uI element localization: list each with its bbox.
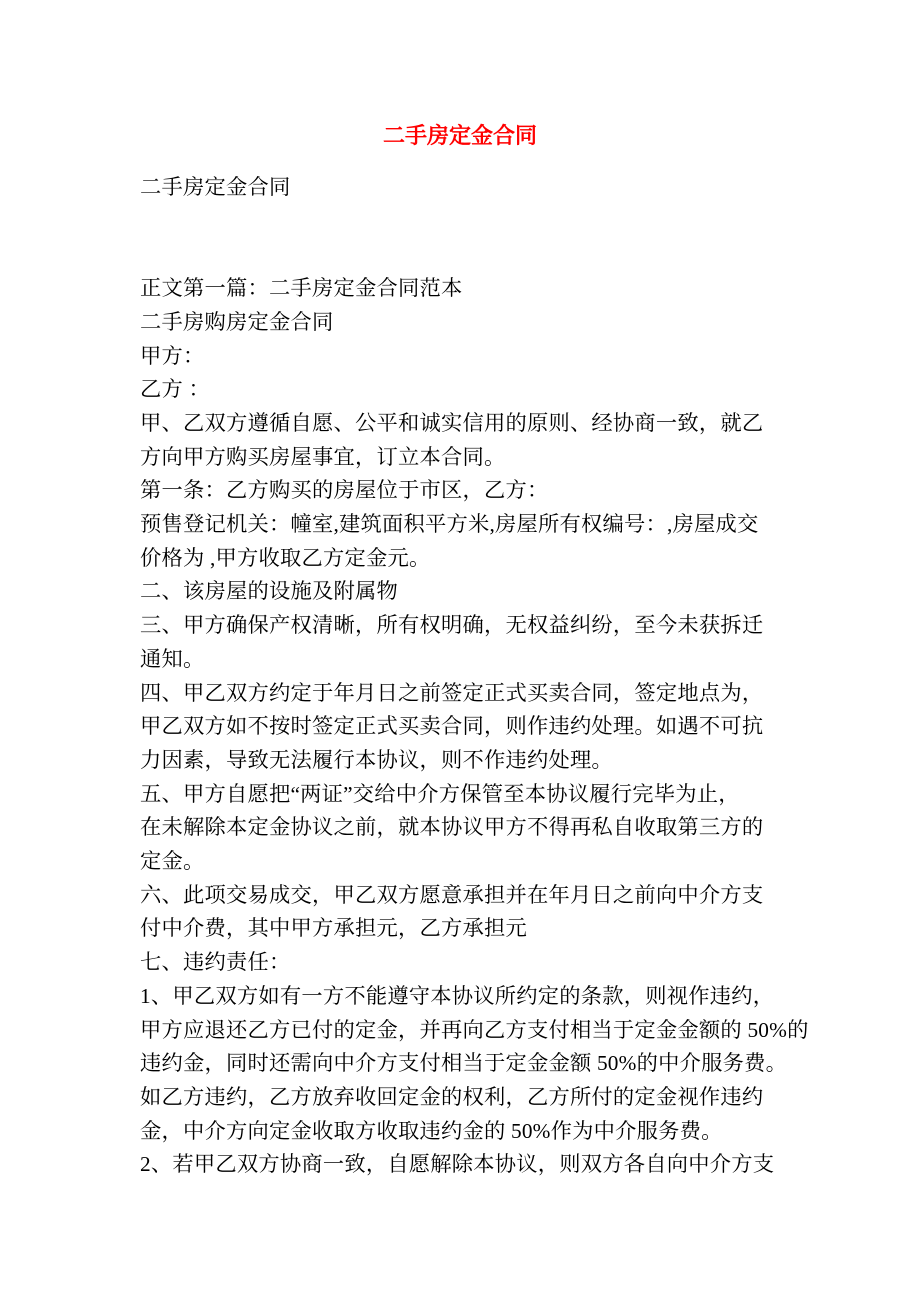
document-line: 四、甲乙双方约定于年月日之前签定正式买卖合同，签定地点为， — [140, 680, 764, 705]
document-line: 通知。 — [140, 646, 205, 671]
document-line: 付中介费，其中甲方承担元，乙方承担元 — [140, 916, 527, 941]
document-line: 二、该房屋的设施及附属物 — [140, 579, 398, 604]
document-line: 1、甲乙双方如有一方不能遵守本协议所约定的条款，则视作违约， — [140, 983, 775, 1008]
document-content — [0, 119, 920, 1182]
document-line: 甲乙双方如不按时签定正式买卖合同，则作违约处理。如遇不可抗 — [140, 714, 764, 739]
document-line: 如乙方违约，乙方放弃收回定金的权利，乙方所付的定金视作违约 — [140, 1084, 764, 1109]
document-line: 力因素，导致无法履行本协议，则不作违约处理。 — [140, 747, 613, 772]
document-line: 乙方 ： — [140, 377, 211, 402]
document-line: 预售登记机关：幢室,建筑面积平方米,房屋所有权编号：,房屋成交 — [140, 512, 759, 537]
document-line: 价格为 ,甲方收取乙方定金元。 — [140, 545, 431, 570]
document-line: 甲、乙双方遵循自愿、公平和诚实信用的原则、经协商一致，就乙 — [140, 410, 764, 435]
document-line: 甲方： — [140, 343, 205, 368]
document-line: 方向甲方购买房屋事宜，订立本合同。 — [140, 444, 506, 469]
document-line: 二手房定金合同 — [140, 175, 291, 199]
document-line: 违约金，同时还需向中介方支付相当于定金金额 50%的中介服务费。 — [140, 1051, 788, 1076]
document-body — [140, 171, 809, 1182]
document-line: 七、违约责任： — [140, 950, 291, 975]
document-line: 六、此项交易成交，甲乙双方愿意承担并在年月日之前向中介方支 — [140, 882, 764, 907]
document-line: 定金。 — [140, 849, 205, 874]
document-line: 三、甲方确保产权清晰，所有权明确，无权益纠纷，至今未获拆迁 — [140, 613, 764, 638]
document-line: 第一条：乙方购买的房屋位于市区，乙方： — [140, 478, 549, 503]
document-blank-line — [140, 238, 780, 272]
document-line: 二手房购房定金合同 — [140, 309, 334, 334]
document-line: 2、若甲乙双方协商一致，自愿解除本协议，则双方各自向中介方支 — [140, 1152, 775, 1177]
document-line: 在未解除本定金协议之前，就本协议甲方不得再私自收取第三方的 — [140, 815, 764, 840]
document-line: 金，中介方向定金收取方收取违约金的 50%作为中介服务费。 — [140, 1118, 723, 1143]
document-line: 甲方应退还乙方已付的定金，并再向乙方支付相当于定金金额的 50%的 — [140, 1017, 809, 1042]
document-blank-line — [140, 205, 780, 239]
document-line: 五、甲方自愿把“两证”交给中介方保管至本协议履行完毕为止， — [140, 781, 740, 806]
document-line: 正文第一篇：二手房定金合同范本 — [140, 276, 463, 301]
document-title: 二手房定金合同 — [382, 123, 537, 148]
